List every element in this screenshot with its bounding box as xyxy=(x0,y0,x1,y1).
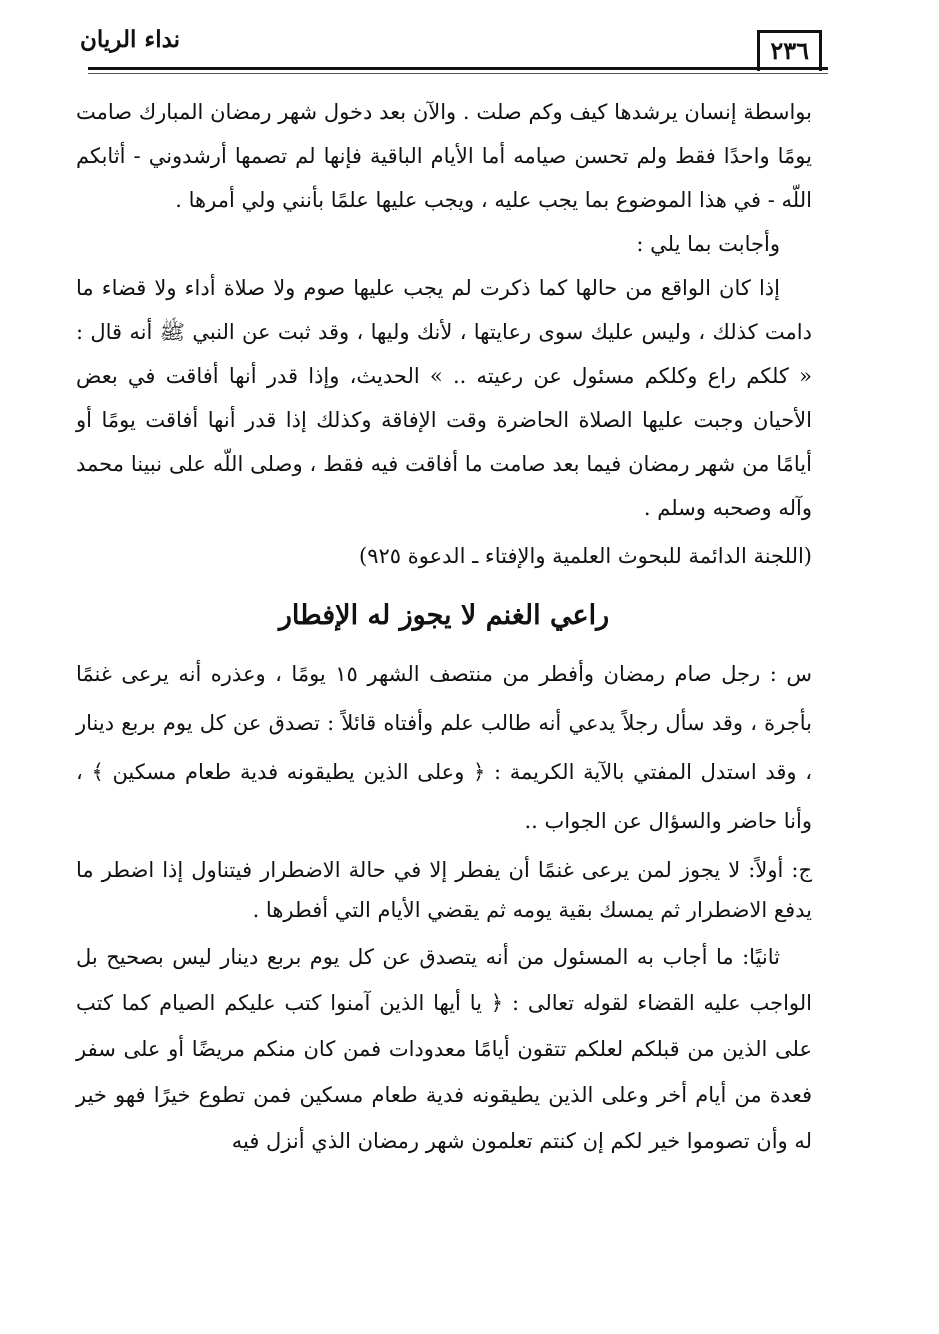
paragraph-fatwa-answer: إذا كان الواقع من حالها كما ذكرت لم يجب عليها صوم ولا صلاة أداء ولا قضاء ما دامت كذلك ، وليس عليك سوى رعايتها ، لأنك وليها ، وقد ثبت عن النبي ﷺ أنه قال : « كلكم راع وكلكم مسئول عن رعيته .. » الحديث، وإذا قدر أنها أفاقت في بعض الأحيان وجبت عليها الصلاة الحاضرة وقت الإفاقة وكذلك إذا قدر أنها أفاقت يومًا أو أيامًا من شهر رمضان فيما بعد صامت ما أفاقت فيه فقط ، وصلى اللّه على نبينا محمد وآله وصحبه وسلم . xyxy=(76,276,812,520)
paragraph-answer-second: ثانيًا: ما أجاب به المسئول من أنه يتصدق عن كل يوم بربع دينار ليس بصحيح بل الواجب عليه القضاء لقوله تعالى : ﴿ يا أيها الذين آمنوا كتب عليكم الصيام كما كتب على الذين من قبلكم لعلكم تتقون أيامًا معدودات فمن كان منكم مريضًا أو على سفر فعدة من أيام أخر وعلى الذين يطيقونه فدية طعام مسكين فمن تطوع خيرًا فهو خير له وأن تصوموا خير لكم إن كنتم تعلمون شهر رمضان الذي أنزل فيه xyxy=(76,945,812,1153)
paragraph-answer-first: ج: أولاً: لا يجوز لمن يرعى غنمًا أن يفطر إلا في حالة الاضطرار فيتناول إذا اضطر ما يدفع الاضطرار ثم يمسك بقية يومه ثم يقضي الأيام التي أفطرها . xyxy=(76,858,812,922)
page-header xyxy=(80,22,832,72)
page-body xyxy=(76,90,812,1164)
paragraph-question-continuation: بواسطة إنسان يرشدها كيف وكم صلت . والآن بعد دخول شهر رمضان المبارك صامت يومًا واحدًا فقط ولم تحسن صيامه أما الأيام الباقية فإنها لم تصمها أرشدوني - أثابكم اللّه - في هذا الموضوع بما يجب عليه ، ويجب عليها علمًا بأنني ولي أمرها . xyxy=(76,100,812,212)
book-title: نداء الريان xyxy=(80,26,181,53)
paragraph-question: س : رجل صام رمضان وأفطر من منتصف الشهر ١٥ يومًا ، وعذره أنه يرعى غنمًا بأجرة ، وقد سأل رجلاً يدعي أنه طالب علم وأفتاه قائلاً : تصدق عن كل يوم بربع دينار ، وقد استدل المفتي بالآية الكريمة : ﴿ وعلى الذين يطيقونه فدية طعام مسكين ﴾ ، وأنا حاضر والسؤال عن الجواب .. xyxy=(76,662,812,833)
section-title: راعي الغنم لا يجوز له الإفطار xyxy=(278,600,610,631)
header-rule xyxy=(88,67,828,70)
paragraph-answer-intro: وأجابت بما يلي : xyxy=(636,232,780,256)
page-number: ٢٣٦ xyxy=(757,30,822,71)
header-rule-thin xyxy=(88,73,828,74)
fatwa-source: (اللجنة الدائمة للبحوث العلمية والإفتاء ـ الدعوة ٩٢٥) xyxy=(359,544,812,568)
